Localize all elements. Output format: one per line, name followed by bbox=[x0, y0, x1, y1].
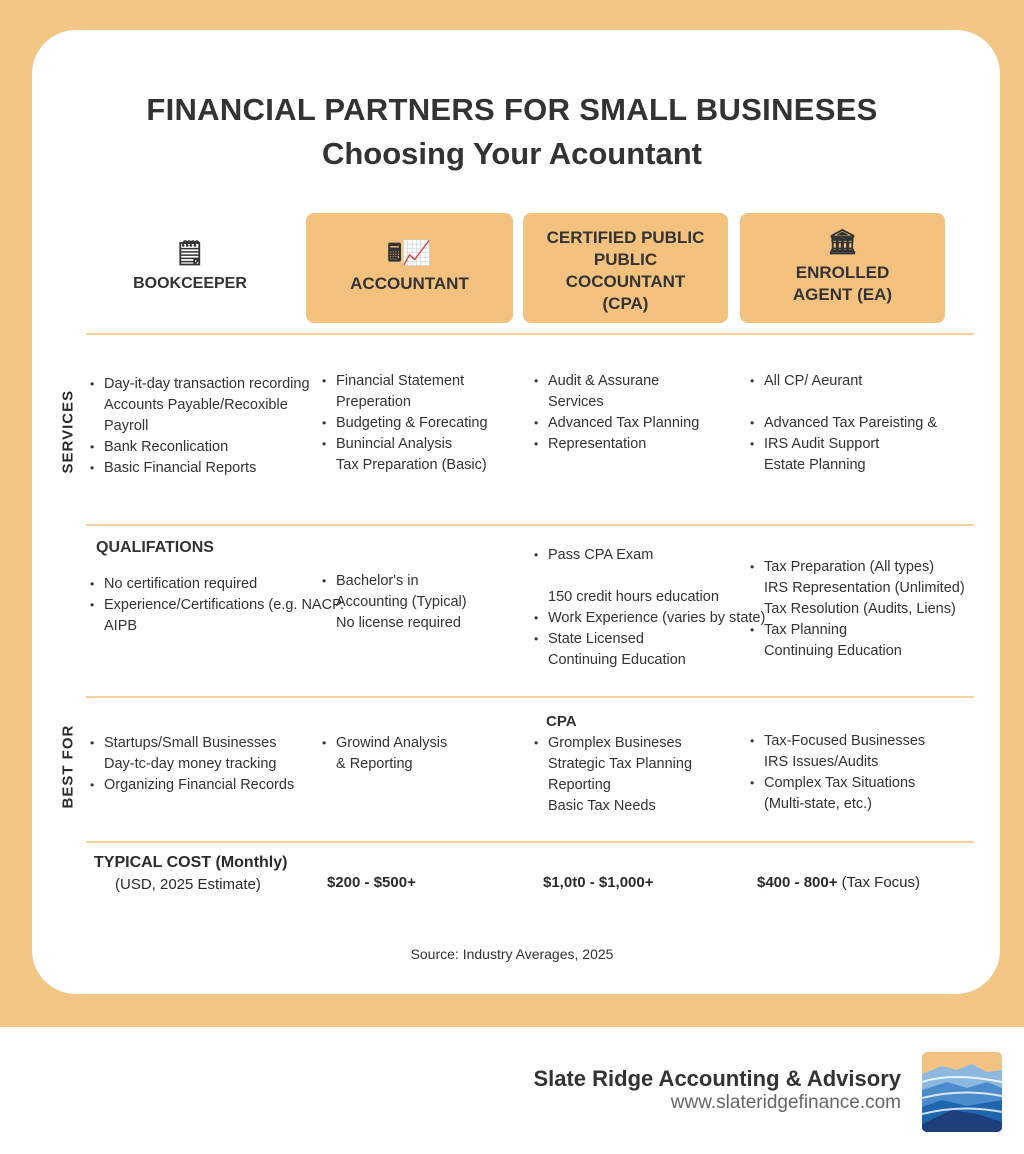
list-item: Services bbox=[548, 394, 604, 410]
list-item: Accounting (Typical) bbox=[336, 594, 467, 610]
list-item: • Pass CPA Exam bbox=[534, 545, 765, 566]
list-item: • Basic Financial Reports bbox=[90, 458, 310, 479]
qualifications-heading: QUALIFATIONS bbox=[96, 539, 214, 556]
row-label-services: SERVICES bbox=[59, 389, 77, 474]
list-item: • Complex Tax Situations bbox=[750, 773, 925, 794]
list-item: Preperation bbox=[336, 394, 411, 410]
list-item: • Representation bbox=[534, 434, 699, 455]
qualifications-cell bbox=[750, 557, 965, 662]
divider bbox=[86, 524, 974, 526]
divider bbox=[86, 841, 974, 843]
cost-accountant: $200 - $500+ bbox=[327, 874, 416, 891]
column-label: BOOKCEEPER bbox=[133, 275, 247, 292]
list-item: Accounts Payable/Recoxible bbox=[104, 397, 288, 413]
best-for-cell bbox=[750, 731, 925, 815]
list-item: Strategic Tax Planning bbox=[548, 756, 693, 772]
list-item: • Audit & Assurane bbox=[534, 371, 699, 392]
list-item: • Advanced Tax Planning bbox=[534, 413, 699, 434]
list-item: Day-tc-day money tracking bbox=[104, 756, 277, 772]
list-item: Continuing Education bbox=[764, 643, 902, 659]
list-item bbox=[534, 566, 765, 587]
list-item: • Growind Analysis bbox=[322, 733, 447, 754]
list-item: • Financial Statement bbox=[322, 371, 488, 392]
list-item: • Tax-Focused Businesses bbox=[750, 731, 925, 752]
company-name: Slate Ridge Accounting & Advisory bbox=[533, 1066, 901, 1091]
list-item: • Gromplex Busineses bbox=[534, 733, 692, 754]
divider bbox=[86, 696, 974, 698]
best-for-cell bbox=[90, 733, 294, 796]
column-header-accountant bbox=[306, 213, 513, 323]
list-item: Continuing Education bbox=[548, 652, 686, 668]
list-item: • Organizing Financial Records bbox=[90, 775, 294, 796]
list-item: IRS Representation (Unlimited) bbox=[764, 580, 965, 596]
list-item bbox=[750, 392, 937, 413]
list-item: • No certification required bbox=[90, 574, 344, 595]
best-for-cell bbox=[322, 733, 447, 775]
best-for-cell bbox=[534, 733, 692, 817]
row-label-qualifications bbox=[96, 537, 214, 572]
list-item: No license required bbox=[336, 615, 461, 631]
company-logo bbox=[922, 1052, 1002, 1132]
cost-sublabel: (USD, 2025 Estimate) bbox=[115, 876, 261, 893]
list-item: • Day-it-day transaction recording bbox=[90, 374, 310, 395]
column-header-bookkeeper bbox=[90, 213, 290, 323]
services-cell bbox=[322, 371, 488, 476]
column-label: ENROLLED AGENT (EA) bbox=[792, 263, 893, 304]
list-item: AIPB bbox=[104, 618, 138, 634]
cost-ea-note: (Tax Focus) bbox=[841, 874, 921, 891]
services-cell bbox=[750, 371, 937, 476]
cost-ea-value: $400 - 800+ bbox=[757, 874, 838, 891]
services-cell bbox=[534, 371, 699, 455]
list-item: • IRS Audit Support bbox=[750, 434, 937, 455]
list-item: • State Licensed bbox=[534, 629, 765, 650]
list-item: Reporting bbox=[548, 777, 611, 793]
column-header-ea bbox=[740, 213, 945, 323]
list-item: Tax Preparation (Basic) bbox=[336, 457, 487, 473]
source-note: Source: Industry Averages, 2025 bbox=[410, 946, 614, 962]
qualifications-cell bbox=[90, 574, 344, 637]
list-item: IRS Issues/Audits bbox=[764, 754, 879, 770]
cost-label: TYPICAL COST (Monthly) bbox=[94, 854, 288, 871]
column-header-cpa bbox=[523, 213, 728, 323]
column-label: ACCOUNTANT bbox=[350, 274, 469, 293]
list-item: • Bachelor's in bbox=[322, 571, 467, 592]
list-item: • Work Experience (varies by state) bbox=[534, 608, 765, 629]
bank-shield-icon: 🏛 bbox=[827, 229, 858, 256]
services-cell bbox=[90, 374, 310, 479]
qualifications-cell bbox=[322, 571, 467, 634]
cpa-best-for-heading: CPA bbox=[546, 713, 577, 730]
list-item: Tax Resolution (Audits, Liens) bbox=[764, 601, 956, 617]
cost-cpa: $1,0t0 - $1,000+ bbox=[543, 874, 654, 891]
list-item: • Startups/Small Businesses bbox=[90, 733, 294, 754]
list-item: (Multi-state, etc.) bbox=[764, 796, 872, 812]
column-label: CERTIFIED PUBLIC PUBLIC COCOUNTANT (CPA) bbox=[546, 228, 705, 313]
notebook-icon: 🗒 bbox=[174, 240, 206, 267]
qualifications-cell bbox=[534, 545, 765, 671]
list-item: & Reporting bbox=[336, 756, 413, 772]
cost-ea bbox=[757, 874, 920, 891]
page-title: FINANCIAL PARTNERS FOR SMALL BUSINESES bbox=[146, 92, 878, 127]
list-item: • Tax Planning bbox=[750, 620, 965, 641]
list-item: • Advanced Tax Pareisting & bbox=[750, 413, 937, 434]
row-label-best-for: BEST FOR bbox=[59, 724, 77, 809]
company-url[interactable]: www.slateridgefinance.com bbox=[670, 1092, 901, 1113]
page-subtitle: Choosing Your Acountant bbox=[321, 136, 702, 171]
calculator-chart-icon: 🖩📈 bbox=[387, 240, 432, 267]
list-item: Basic Tax Needs bbox=[548, 798, 656, 814]
list-item: • Budgeting & Forecating bbox=[322, 413, 488, 434]
list-item: • Bunincial Analysis bbox=[322, 434, 488, 455]
list-item: • All CP/ Aeurant bbox=[750, 371, 937, 392]
list-item: 150 credit hours education bbox=[548, 589, 719, 605]
divider bbox=[86, 333, 974, 335]
list-item: • Tax Preparation (All types) bbox=[750, 557, 965, 578]
infographic-card bbox=[32, 30, 1000, 994]
list-item: • Bank Reconlication bbox=[90, 437, 310, 458]
list-item: Estate Planning bbox=[764, 457, 866, 473]
list-item: Payroll bbox=[104, 418, 149, 434]
footer-brand bbox=[533, 1066, 901, 1114]
list-item: • Experience/Certifications (e.g. NACP. bbox=[90, 595, 344, 616]
